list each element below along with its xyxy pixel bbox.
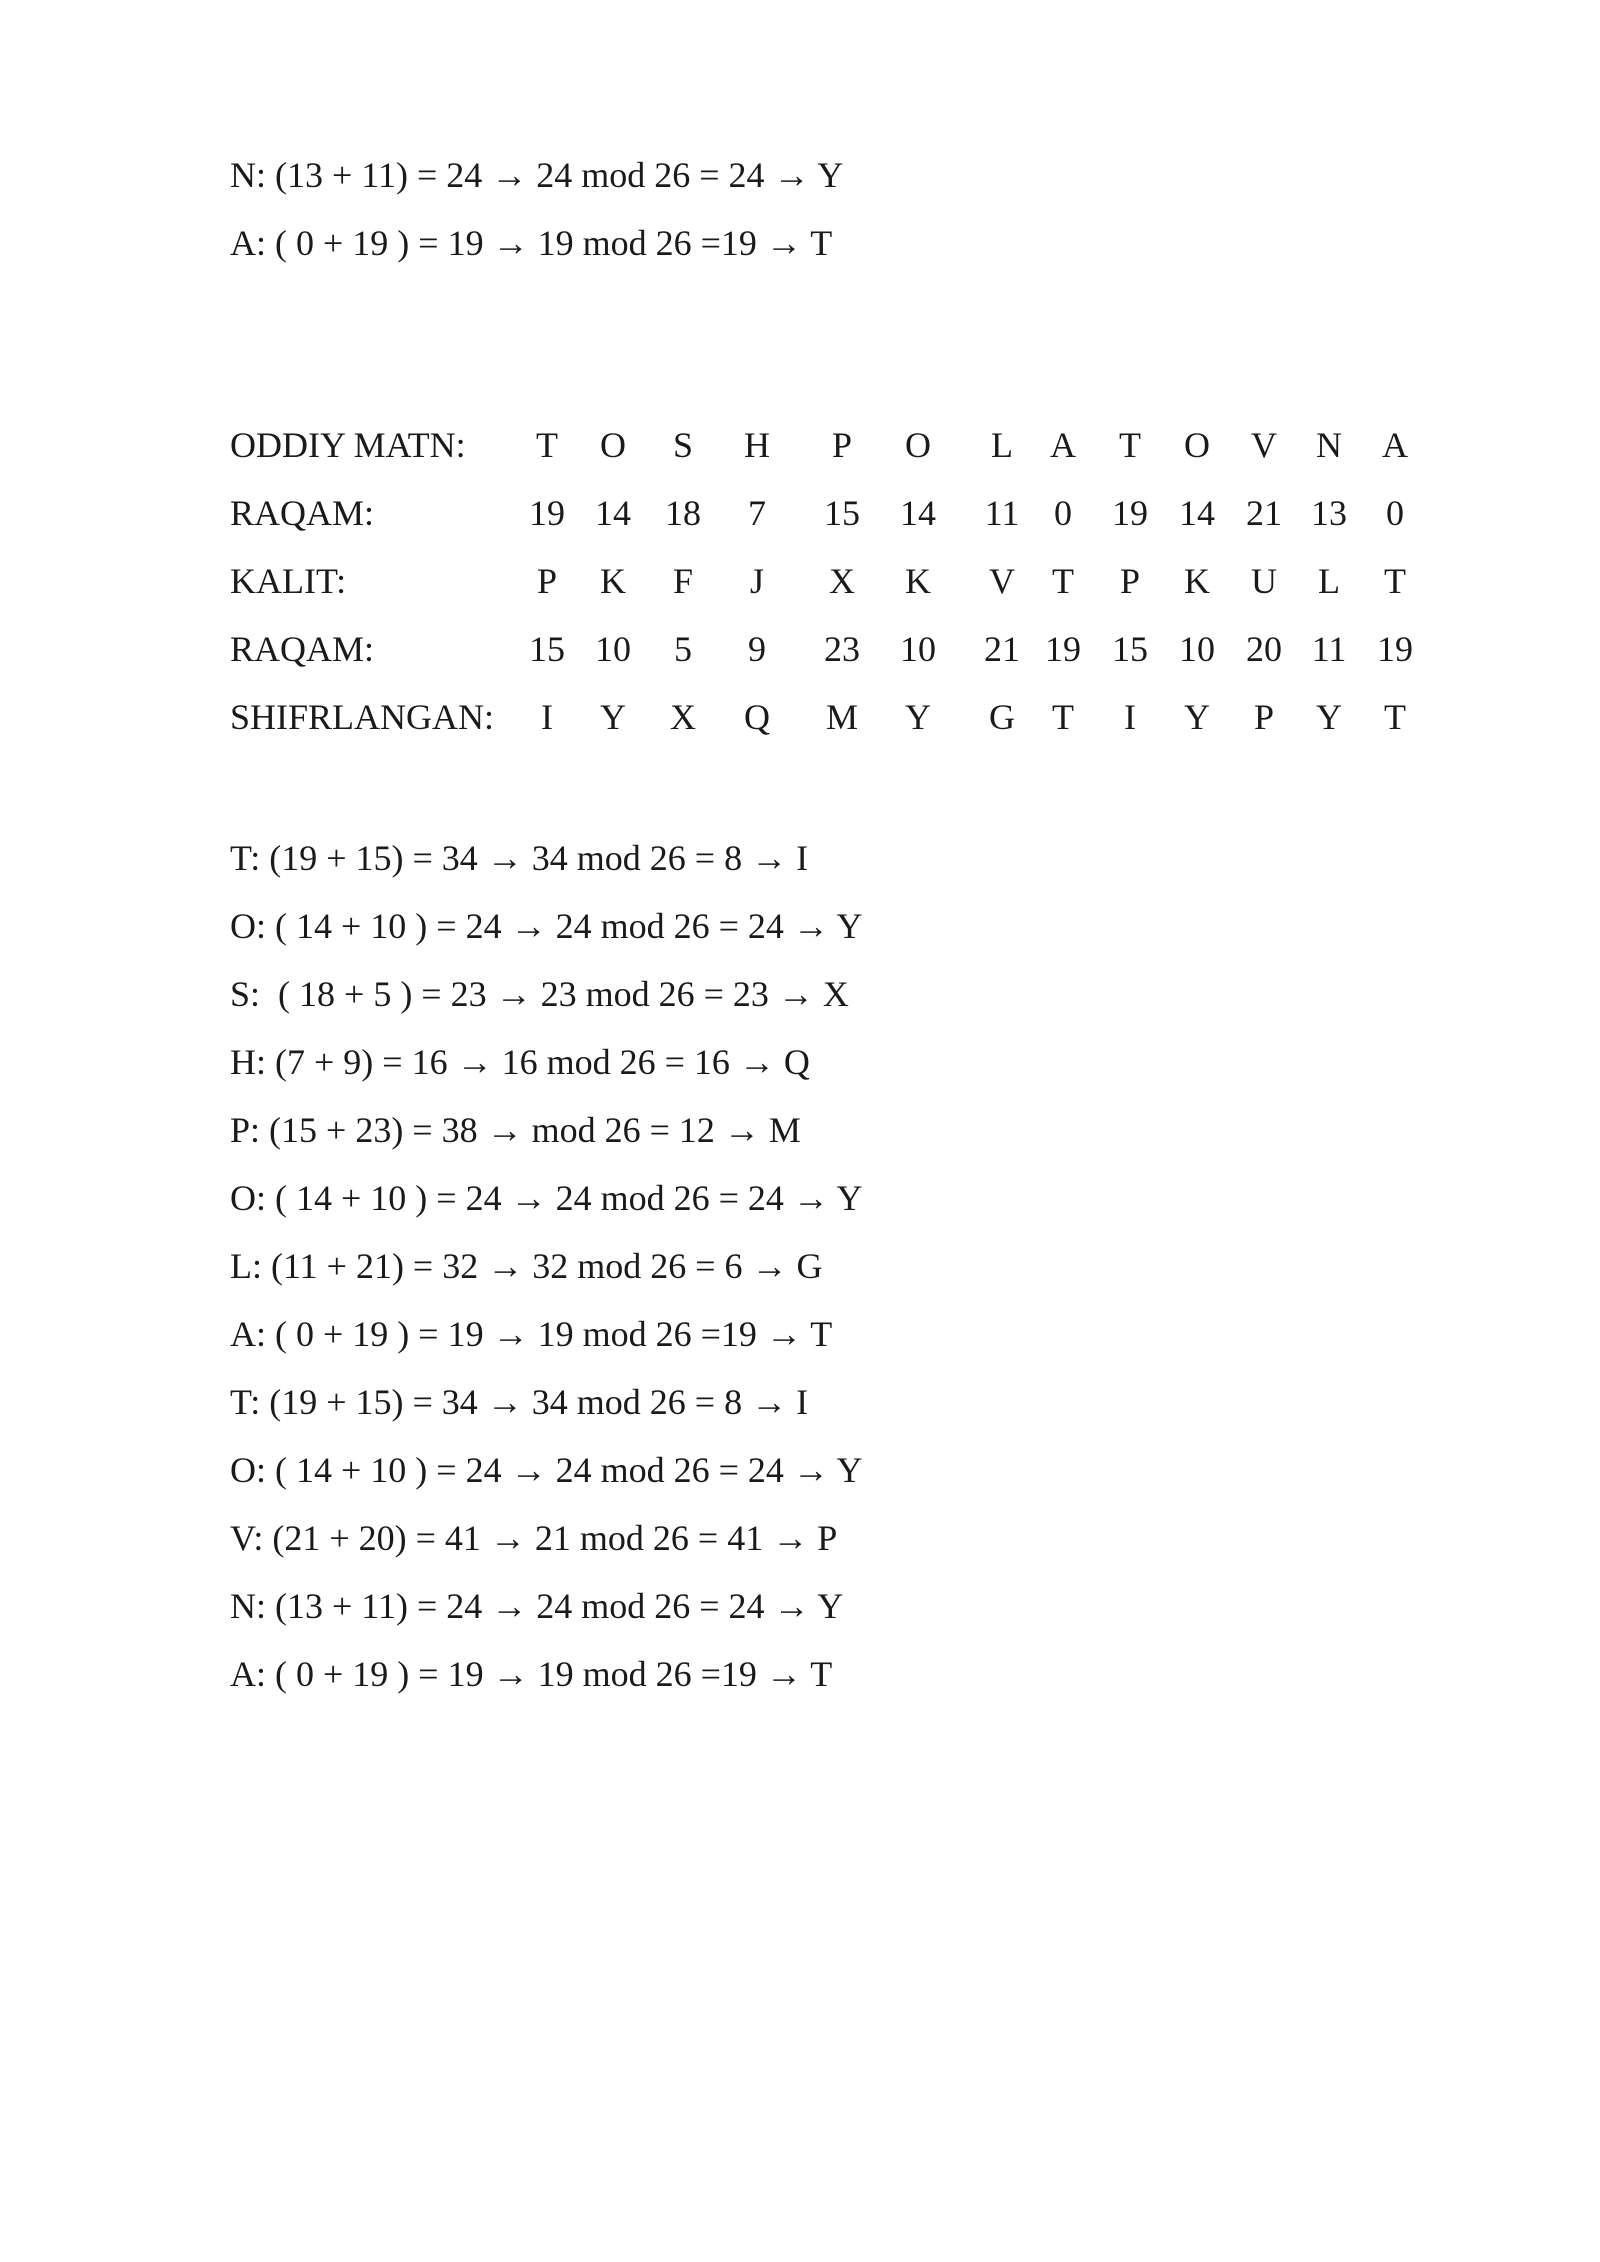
calc-line: O: ( 14 + 10 ) = 24 → 24 mod 26 = 24 → Y (230, 906, 863, 946)
table-cell: G (989, 697, 1015, 737)
table-cell: O (1184, 425, 1210, 465)
table-cell: P (831, 425, 853, 465)
table-cell: T (1384, 697, 1406, 737)
table-cell: 18 (665, 493, 701, 533)
table-cell: 15 (824, 493, 860, 533)
table-cell: Y (1316, 697, 1342, 737)
table-cell: I (1124, 697, 1136, 737)
table-cell: K (1184, 561, 1210, 601)
calc-line: L: (11 + 21) = 32 → 32 mod 26 = 6 → G (230, 1246, 823, 1286)
table-cell: Q (744, 697, 770, 737)
table-cell: T (1052, 697, 1074, 737)
table-cell: 20 (1246, 629, 1282, 669)
table-cell: V (989, 561, 1015, 601)
table-cell: 0 (1054, 493, 1072, 533)
table-cell: O (600, 425, 626, 465)
top-line-1: N: (13 + 11) = 24 → 24 mod 26 = 24 → Y (230, 155, 844, 195)
table-cell: 0 (1386, 493, 1404, 533)
table-cell: M (825, 697, 859, 737)
table-cell: J (749, 561, 765, 601)
table-cell: A (1050, 425, 1076, 465)
calc-line: H: (7 + 9) = 16 → 16 mod 26 = 16 → Q (230, 1042, 810, 1082)
table-cell: 13 (1311, 493, 1347, 533)
table-cell: T (1052, 561, 1074, 601)
table-cell: T (1119, 425, 1141, 465)
table-cell: 15 (529, 629, 565, 669)
row-label: KALIT: (230, 561, 347, 601)
calc-line: O: ( 14 + 10 ) = 24 → 24 mod 26 = 24 → Y (230, 1450, 863, 1490)
table-cell: 19 (1377, 629, 1413, 669)
calc-line: A: ( 0 + 19 ) = 19 → 19 mod 26 =19 → T (230, 1654, 833, 1694)
table-cell: X (670, 697, 696, 737)
calc-line: V: (21 + 20) = 41 → 21 mod 26 = 41 → P (230, 1518, 838, 1558)
row-label: ODDIY MATN: (230, 425, 466, 465)
table-cell: 23 (824, 629, 860, 669)
table-cell: P (1119, 561, 1141, 601)
table-cell: 10 (595, 629, 631, 669)
table-cell: 14 (900, 493, 936, 533)
table-cell: 10 (1179, 629, 1215, 669)
calc-line: N: (13 + 11) = 24 → 24 mod 26 = 24 → Y (230, 1586, 844, 1626)
table-cell: 5 (674, 629, 692, 669)
table-cell: P (536, 561, 558, 601)
table-cell: K (600, 561, 626, 601)
table-cell: 21 (1246, 493, 1282, 533)
table-cell: T (1384, 561, 1406, 601)
table-cell: K (905, 561, 931, 601)
top-line-2: A: ( 0 + 19 ) = 19 → 19 mod 26 =19 → T (230, 223, 833, 263)
calc-line: T: (19 + 15) = 34 → 34 mod 26 = 8 → I (230, 838, 809, 878)
table-cell: 10 (900, 629, 936, 669)
row-label: RAQAM: (230, 629, 375, 669)
table-cell: Y (905, 697, 931, 737)
table-cell: F (672, 561, 694, 601)
table-cell: L (1318, 561, 1340, 601)
row-label: SHIFRLANGAN: (230, 697, 495, 737)
table-cell: 11 (1311, 629, 1347, 669)
calc-line: S: ( 18 + 5 ) = 23 → 23 mod 26 = 23 → X (230, 974, 849, 1014)
table-cell: 21 (984, 629, 1020, 669)
table-cell: 19 (1045, 629, 1081, 669)
table-cell: P (1253, 697, 1275, 737)
table-cell: 7 (748, 493, 766, 533)
table-cell: U (1251, 561, 1277, 601)
table-cell: X (829, 561, 855, 601)
table-cell: N (1316, 425, 1342, 465)
table-cell: 19 (1112, 493, 1148, 533)
table-cell: O (905, 425, 931, 465)
table-cell: 14 (595, 493, 631, 533)
table-cell: 9 (748, 629, 766, 669)
table-cell: H (744, 425, 770, 465)
table-cell: 15 (1112, 629, 1148, 669)
table-cell: A (1382, 425, 1408, 465)
table-cell: 14 (1179, 493, 1215, 533)
table-cell: I (541, 697, 553, 737)
table-cell: S (672, 425, 694, 465)
table-cell: 19 (529, 493, 565, 533)
table-cell: 11 (984, 493, 1020, 533)
table-cell: T (536, 425, 558, 465)
row-label: RAQAM: (230, 493, 375, 533)
calc-line: T: (19 + 15) = 34 → 34 mod 26 = 8 → I (230, 1382, 809, 1422)
calc-line: A: ( 0 + 19 ) = 19 → 19 mod 26 =19 → T (230, 1314, 833, 1354)
table-cell: V (1251, 425, 1277, 465)
table-cell: Y (600, 697, 626, 737)
calc-line: P: (15 + 23) = 38 → mod 26 = 12 → M (230, 1110, 801, 1150)
table-cell: L (991, 425, 1013, 465)
calc-line: O: ( 14 + 10 ) = 24 → 24 mod 26 = 24 → Y (230, 1178, 863, 1218)
table-cell: Y (1184, 697, 1210, 737)
